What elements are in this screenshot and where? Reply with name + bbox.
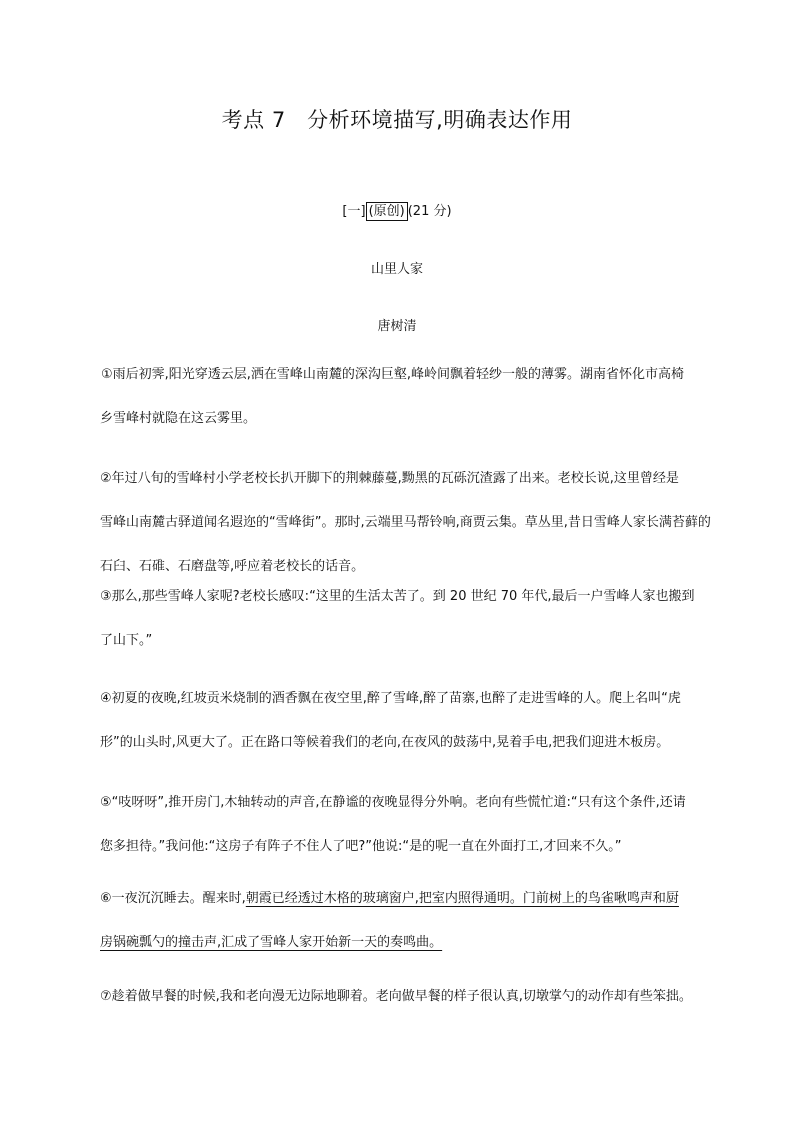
paragraph-6 <box>100 877 726 965</box>
paragraph-line: ①雨后初霁,阳光穿透云层,洒在雪峰山南麓的深沟巨壑,峰岭间飘着轻纱一般的薄雾。湖南省怀化市高椅 <box>101 367 685 382</box>
paragraph-line: 形”的山头时,风更大了。正在路口等候着我们的老向,在夜风的鼓荡中,晃着手电,把我们迎进木板房。 <box>100 735 670 750</box>
paragraph-line: 乡雪峰村就隐在这云雾里。 <box>100 411 257 426</box>
paragraph-line <box>100 877 726 921</box>
paragraph-1 <box>100 353 726 441</box>
paragraph-7 <box>100 975 726 1019</box>
plain-text: ⑥一夜沉沉睡去。醒来时, <box>100 891 246 906</box>
paragraph-line: 了山下。” <box>100 633 153 648</box>
underlined-passage: 房锅碗瓢勺的撞击声,汇成了雪峰人家开始新一天的奏鸣曲。 <box>100 935 443 950</box>
paragraph-2 <box>100 457 726 589</box>
paragraph-line: ③那么,那些雪峰人家呢?老校长感叹:“这里的生活太苦了。到 20 世纪 70 年代,最后一户雪峰人家也搬到 <box>100 589 695 604</box>
section-heading <box>0 200 794 219</box>
paragraph-line: 石臼、石碓、石磨盘等,呼应着老校长的话音。 <box>100 559 365 574</box>
page-title: 考点 7 分析环境描写,明确表达作用 <box>221 108 573 132</box>
paragraph-5 <box>100 781 726 869</box>
paragraph-line: 雪峰山南麓古驿道闻名遐迩的“雪峰街”。那时,云端里马帮铃响,商贾云集。草丛里,昔日雪峰人家长满苔藓的 <box>100 515 711 530</box>
section-score: (21 分) <box>407 204 452 219</box>
paragraph-line: ⑤“吱呀呀”,推开房门,木轴转动的声音,在静谧的夜晚显得分外响。老向有些慌忙道:“只有这个条件,还请 <box>100 795 686 810</box>
paragraph-3 <box>100 575 726 663</box>
section-number: [一] <box>342 204 366 219</box>
underlined-passage: 朝霞已经透过木格的玻璃窗户,把室内照得通明。门前树上的鸟雀啾鸣声和厨 <box>245 891 679 906</box>
story-author: 唐树清 <box>377 319 417 334</box>
paragraph-line: ⑦趁着做早餐的时候,我和老向漫无边际地聊着。老向做早餐的样子很认真,切墩掌勺的动作却有些笨拙。 <box>100 989 692 1004</box>
story-title: 山里人家 <box>370 262 423 277</box>
paragraph-line: ④初夏的夜晚,红坡贡米烧制的酒香飘在夜空里,醉了雪峰,醉了苗寨,也醉了走进雪峰的人。爬上名叫“虎 <box>100 691 681 706</box>
paragraph-line <box>100 921 726 965</box>
original-tag: (原创) <box>366 202 408 221</box>
paragraph-4 <box>100 677 726 765</box>
paragraph-line: ②年过八旬的雪峰村小学老校长扒开脚下的荆棘藤蔓,黝黑的瓦砾沉渣露了出来。老校长说,这里曾经是 <box>100 471 679 486</box>
paragraph-line: 您多担待。”我问他:“这房子有阵子不住人了吧?”他说:“是的呢一直在外面打工,才回来不久。” <box>100 839 622 854</box>
